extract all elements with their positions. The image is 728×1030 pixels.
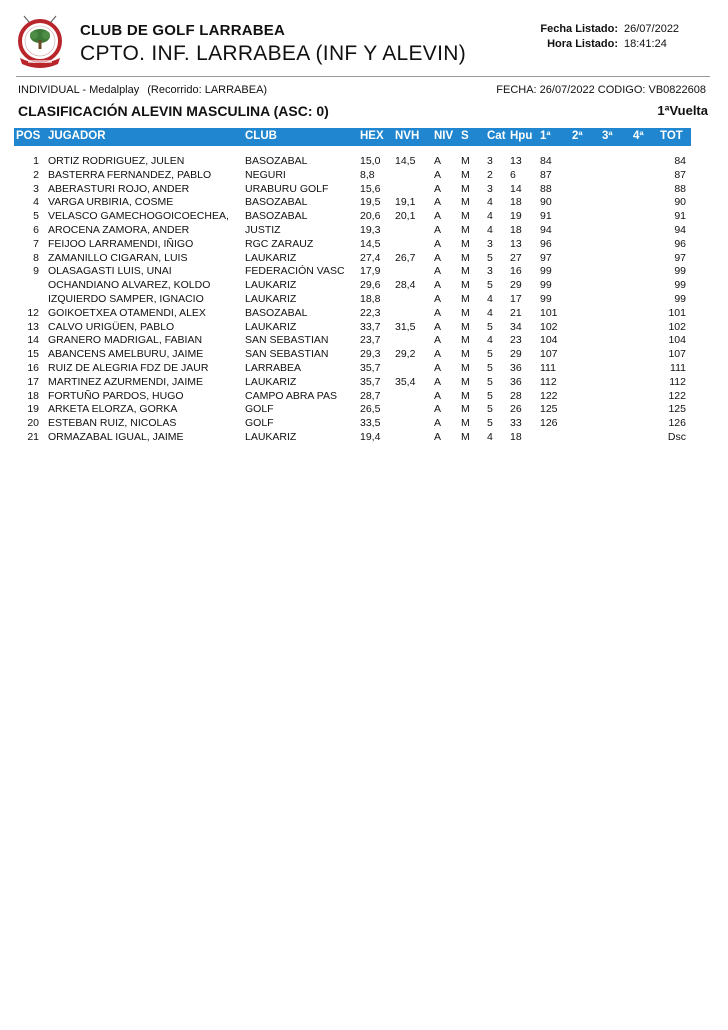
col-header-round3: 3ª bbox=[602, 130, 613, 142]
cell-club: RGC ZARAUZ bbox=[245, 237, 314, 250]
cell-niv: A bbox=[434, 292, 442, 305]
cell-hpu: 18 bbox=[510, 196, 522, 209]
col-header-niv: NIV bbox=[434, 130, 454, 142]
cell-s: M bbox=[461, 361, 470, 374]
cell-hex: 17,9 bbox=[360, 265, 381, 278]
cell-tot: 107 bbox=[668, 348, 686, 361]
cell-niv: A bbox=[434, 403, 442, 416]
cell-nvh: 35,4 bbox=[395, 375, 416, 388]
cell-jugador: OLASAGASTI LUIS, UNAI bbox=[48, 265, 172, 278]
cell-tot: 112 bbox=[669, 375, 686, 388]
cell-r1: 112 bbox=[540, 375, 557, 388]
cell-pos: 2 bbox=[33, 168, 39, 181]
cell-pos: 14 bbox=[27, 334, 39, 347]
cell-cat: 5 bbox=[487, 375, 493, 388]
cell-club: NEGURI bbox=[245, 168, 286, 181]
cell-r1: 96 bbox=[540, 237, 552, 250]
cell-niv: A bbox=[434, 417, 442, 430]
cell-club: GOLF bbox=[245, 417, 274, 430]
competition-format: INDIVIDUAL - Medalplay bbox=[18, 84, 140, 96]
cell-pos: 17 bbox=[27, 375, 39, 388]
col-header-hex: HEX bbox=[360, 130, 384, 142]
cell-club: GOLF bbox=[245, 403, 274, 416]
cell-hex: 19,3 bbox=[360, 223, 381, 236]
cell-s: M bbox=[461, 430, 470, 443]
col-header-club: CLUB bbox=[245, 130, 277, 142]
cell-tot: 97 bbox=[674, 251, 686, 264]
cell-niv: A bbox=[434, 334, 442, 347]
cell-tot: 94 bbox=[674, 223, 686, 236]
cell-s: M bbox=[461, 168, 470, 181]
cell-nvh: 19,1 bbox=[395, 196, 416, 209]
cell-pos: 6 bbox=[33, 223, 39, 236]
col-header-nvh: NVH bbox=[395, 130, 420, 142]
cell-s: M bbox=[461, 196, 470, 209]
cell-s: M bbox=[461, 320, 470, 333]
cell-pos: 20 bbox=[27, 417, 39, 430]
cell-s: M bbox=[461, 265, 470, 278]
cell-hex: 27,4 bbox=[360, 251, 381, 264]
cell-club: BASOZABAL bbox=[245, 210, 308, 223]
cell-tot: 96 bbox=[674, 237, 686, 250]
cell-r1: 84 bbox=[540, 155, 552, 167]
cell-cat: 5 bbox=[487, 320, 493, 333]
cell-hpu: 36 bbox=[510, 375, 522, 388]
cell-niv: A bbox=[434, 251, 442, 264]
cell-pos: 1 bbox=[33, 155, 39, 167]
cell-jugador: CALVO URIGÜEN, PABLO bbox=[48, 320, 175, 333]
cell-niv: A bbox=[434, 279, 442, 292]
table-row bbox=[14, 224, 691, 238]
col-header-pos: POS bbox=[16, 130, 41, 142]
cell-cat: 5 bbox=[487, 417, 493, 430]
cell-cat: 4 bbox=[487, 292, 493, 305]
cell-club: LAUKARIZ bbox=[245, 375, 297, 388]
cell-club: LAUKARIZ bbox=[245, 320, 297, 333]
col-header-round2: 2ª bbox=[572, 130, 583, 142]
fecha-listado-label: Fecha Listado: bbox=[540, 23, 618, 35]
cell-s: M bbox=[461, 334, 470, 347]
cell-jugador: FEIJOO LARRAMENDI, IÑIGO bbox=[48, 237, 194, 250]
cell-club: JUSTIZ bbox=[245, 223, 281, 236]
cell-hpu: 6 bbox=[510, 168, 516, 181]
cell-r1: 126 bbox=[540, 417, 558, 430]
cell-jugador: FORTUÑO PARDOS, HUGO bbox=[48, 389, 184, 402]
cell-cat: 4 bbox=[487, 196, 493, 209]
cell-hex: 33,5 bbox=[360, 417, 381, 430]
header-divider bbox=[16, 76, 710, 77]
cell-s: M bbox=[461, 389, 470, 402]
cell-hpu: 29 bbox=[510, 348, 522, 361]
cell-cat: 5 bbox=[487, 361, 493, 374]
cell-tot: 88 bbox=[674, 182, 686, 195]
cell-hex: 14,5 bbox=[360, 237, 381, 250]
cell-club: LAUKARIZ bbox=[245, 292, 297, 305]
cell-hex: 29,3 bbox=[360, 348, 381, 361]
cell-hex: 29,6 bbox=[360, 279, 381, 292]
cell-pos: 9 bbox=[33, 265, 39, 278]
cell-tot: 99 bbox=[674, 265, 686, 278]
cell-tot: 102 bbox=[668, 320, 686, 333]
cell-club: SAN SEBASTIAN bbox=[245, 334, 329, 347]
cell-s: M bbox=[461, 348, 470, 361]
cell-cat: 5 bbox=[487, 389, 493, 402]
cell-s: M bbox=[461, 155, 470, 167]
cell-niv: A bbox=[434, 196, 442, 209]
cell-s: M bbox=[461, 182, 470, 195]
cell-tot: 125 bbox=[668, 403, 686, 416]
table-row bbox=[14, 376, 691, 390]
cell-tot: 101 bbox=[668, 306, 686, 319]
cell-jugador: GRANERO MADRIGAL, FABIAN bbox=[48, 334, 203, 347]
club-name: CLUB DE GOLF LARRABEA bbox=[80, 22, 286, 39]
cell-jugador: ESTEBAN RUIZ, NICOLAS bbox=[48, 417, 177, 430]
cell-club: SAN SEBASTIAN bbox=[245, 348, 329, 361]
results-table-header bbox=[14, 128, 691, 146]
cell-niv: A bbox=[434, 182, 442, 195]
cell-club: BASOZABAL bbox=[245, 155, 308, 167]
cell-hex: 15,0 bbox=[360, 155, 381, 167]
cell-pos: 13 bbox=[27, 320, 39, 333]
cell-r1: 88 bbox=[540, 182, 552, 195]
cell-s: M bbox=[461, 375, 470, 388]
cell-club: CAMPO ABRA PAS bbox=[245, 389, 338, 402]
cell-niv: A bbox=[434, 237, 442, 250]
cell-niv: A bbox=[434, 223, 442, 236]
cell-hex: 8,8 bbox=[360, 168, 375, 181]
cell-hpu: 36 bbox=[510, 361, 522, 374]
club-crest-icon bbox=[14, 14, 66, 70]
competition-info bbox=[18, 84, 267, 96]
table-row bbox=[14, 183, 691, 197]
cell-hex: 23,7 bbox=[360, 334, 381, 347]
cell-club: FEDERACIÓN VASC bbox=[245, 265, 345, 278]
cell-niv: A bbox=[434, 348, 442, 361]
hora-listado-label: Hora Listado: bbox=[547, 38, 618, 50]
cell-r1: 99 bbox=[540, 292, 552, 305]
cell-niv: A bbox=[434, 155, 442, 167]
cell-niv: A bbox=[434, 320, 442, 333]
cell-hpu: 26 bbox=[510, 403, 522, 416]
cell-niv: A bbox=[434, 389, 442, 402]
cell-nvh: 28,4 bbox=[395, 279, 416, 292]
cell-r1: 99 bbox=[540, 265, 552, 278]
listing-meta-labels bbox=[520, 22, 618, 52]
cell-jugador: AROCENA ZAMORA, ANDER bbox=[48, 223, 190, 236]
cell-jugador: ORTIZ RODRIGUEZ, JULEN bbox=[48, 155, 185, 167]
table-row bbox=[14, 252, 691, 266]
hora-listado-value: 18:41:24 bbox=[624, 38, 667, 50]
cell-club: URABURU GOLF bbox=[245, 182, 329, 195]
cell-jugador: ARKETA ELORZA, GORKA bbox=[48, 403, 178, 416]
cell-club: BASOZABAL bbox=[245, 306, 308, 319]
cell-hpu: 18 bbox=[510, 223, 522, 236]
cell-nvh: 14,5 bbox=[395, 155, 416, 167]
cell-pos: 18 bbox=[27, 389, 39, 402]
fecha-listado-value: 26/07/2022 bbox=[624, 23, 680, 35]
table-row bbox=[14, 279, 691, 293]
cell-hex: 35,7 bbox=[360, 361, 381, 374]
cell-pos: 16 bbox=[27, 361, 39, 374]
table-row bbox=[14, 265, 691, 279]
cell-hpu: 14 bbox=[510, 182, 522, 195]
cell-jugador: GOIKOETXEA OTAMENDI, ALEX bbox=[48, 306, 206, 319]
cell-niv: A bbox=[434, 375, 442, 388]
cell-cat: 5 bbox=[487, 279, 493, 292]
cell-tot: 99 bbox=[674, 279, 686, 292]
cell-s: M bbox=[461, 403, 470, 416]
cell-cat: 2 bbox=[487, 168, 493, 181]
cell-hex: 15,6 bbox=[360, 182, 381, 195]
cell-r1: 87 bbox=[540, 168, 552, 181]
table-row bbox=[14, 321, 691, 335]
cell-pos: 15 bbox=[27, 348, 39, 361]
col-header-hpu: Hpu bbox=[510, 130, 533, 142]
table-row bbox=[14, 431, 691, 445]
cell-nvh: 31,5 bbox=[395, 320, 416, 333]
cell-club: LAUKARIZ bbox=[245, 430, 297, 443]
cell-jugador: RUIZ DE ALEGRIA FDZ DE JAUR bbox=[48, 361, 209, 374]
cell-cat: 4 bbox=[487, 306, 493, 319]
cell-niv: A bbox=[434, 306, 442, 319]
table-row bbox=[14, 293, 691, 307]
cell-r1: 97 bbox=[540, 251, 552, 264]
cell-hpu: 13 bbox=[510, 237, 522, 250]
cell-nvh: 26,7 bbox=[395, 251, 416, 264]
cell-cat: 3 bbox=[487, 182, 493, 195]
col-header-tot: TOT bbox=[660, 130, 683, 142]
cell-hpu: 34 bbox=[510, 320, 522, 333]
cell-niv: A bbox=[434, 265, 442, 278]
cell-tot: 111 bbox=[670, 361, 686, 374]
cell-niv: A bbox=[434, 210, 442, 223]
cell-tot: 84 bbox=[674, 155, 686, 167]
table-row bbox=[14, 417, 691, 431]
cell-tot: 122 bbox=[668, 389, 686, 402]
cell-cat: 3 bbox=[487, 265, 493, 278]
cell-hpu: 17 bbox=[510, 292, 522, 305]
cell-jugador: ABANCENS AMELBURU, JAIME bbox=[48, 348, 204, 361]
cell-club: LAUKARIZ bbox=[245, 279, 297, 292]
cell-hpu: 16 bbox=[510, 265, 522, 278]
cell-s: M bbox=[461, 306, 470, 319]
cell-pos: 12 bbox=[27, 306, 39, 319]
cell-club: LAUKARIZ bbox=[245, 251, 297, 264]
cell-cat: 3 bbox=[487, 237, 493, 250]
col-header-round1: 1ª bbox=[540, 130, 551, 142]
cell-jugador: VELASCO GAMECHOGOICOECHEA, bbox=[48, 210, 229, 223]
col-header-s: S bbox=[461, 130, 469, 142]
cell-niv: A bbox=[434, 430, 442, 443]
listing-meta-values bbox=[624, 22, 679, 52]
cell-hpu: 21 bbox=[510, 306, 522, 319]
table-row bbox=[14, 307, 691, 321]
table-row bbox=[14, 196, 691, 210]
cell-club: LARRABEA bbox=[245, 361, 302, 374]
cell-cat: 4 bbox=[487, 430, 493, 443]
cell-pos: 4 bbox=[33, 196, 39, 209]
cell-cat: 4 bbox=[487, 223, 493, 236]
cell-jugador: ZAMANILLO CIGARAN, LUIS bbox=[48, 251, 188, 264]
cell-r1: 107 bbox=[540, 348, 558, 361]
cell-s: M bbox=[461, 237, 470, 250]
cell-hex: 19,5 bbox=[360, 196, 381, 209]
cell-jugador: VARGA URBIRIA, COSME bbox=[48, 196, 174, 209]
cell-s: M bbox=[461, 223, 470, 236]
cell-s: M bbox=[461, 279, 470, 292]
col-header-jugador: JUGADOR bbox=[48, 130, 106, 142]
cell-hex: 28,7 bbox=[360, 389, 381, 402]
cell-hex: 26,5 bbox=[360, 403, 381, 416]
cell-hex: 22,3 bbox=[360, 306, 381, 319]
cell-hpu: 27 bbox=[510, 251, 522, 264]
cell-hpu: 23 bbox=[510, 334, 522, 347]
cell-r1: 99 bbox=[540, 279, 552, 292]
cell-hpu: 28 bbox=[510, 389, 522, 402]
fecha-codigo: FECHA: 26/07/2022 CODIGO: VB0822608 bbox=[496, 84, 706, 96]
cell-nvh: 20,1 bbox=[395, 210, 416, 223]
cell-cat: 4 bbox=[487, 210, 493, 223]
cell-jugador: ABERASTURI ROJO, ANDER bbox=[48, 182, 190, 195]
cell-pos: 19 bbox=[27, 403, 39, 416]
cell-hpu: 13 bbox=[510, 155, 522, 167]
cell-r1: 91 bbox=[540, 210, 552, 223]
cell-r1: 102 bbox=[540, 320, 558, 333]
cell-hex: 20,6 bbox=[360, 210, 381, 223]
cell-pos: 21 bbox=[27, 430, 39, 443]
cell-hex: 18,8 bbox=[360, 292, 381, 305]
event-title: CPTO. INF. LARRABEA (INF Y ALEVIN) bbox=[80, 42, 466, 65]
cell-jugador: OCHANDIANO ALVAREZ, KOLDO bbox=[48, 279, 211, 292]
classification-title: CLASIFICACIÓN ALEVIN MASCULINA (ASC: 0) bbox=[18, 103, 329, 119]
cell-tot: 99 bbox=[674, 292, 686, 305]
table-row bbox=[14, 155, 691, 169]
cell-r1: 111 bbox=[540, 361, 556, 374]
cell-jugador: MARTINEZ AZURMENDI, JAIME bbox=[48, 375, 203, 388]
cell-niv: A bbox=[434, 361, 442, 374]
cell-r1: 101 bbox=[540, 306, 558, 319]
cell-r1: 104 bbox=[540, 334, 558, 347]
cell-r1: 125 bbox=[540, 403, 558, 416]
cell-jugador: IZQUIERDO SAMPER, IGNACIO bbox=[48, 292, 204, 305]
cell-pos: 5 bbox=[33, 210, 39, 223]
cell-cat: 4 bbox=[487, 334, 493, 347]
cell-hpu: 29 bbox=[510, 279, 522, 292]
cell-pos: 8 bbox=[33, 251, 39, 264]
round-label: 1ªVuelta bbox=[657, 103, 708, 118]
cell-jugador: BASTERRA FERNANDEZ, PABLO bbox=[48, 168, 212, 181]
cell-tot: 87 bbox=[674, 168, 686, 181]
table-row bbox=[14, 334, 691, 348]
cell-r1: 122 bbox=[540, 389, 558, 402]
cell-pos: 3 bbox=[33, 182, 39, 195]
cell-s: M bbox=[461, 417, 470, 430]
cell-hex: 35,7 bbox=[360, 375, 381, 388]
cell-cat: 5 bbox=[487, 348, 493, 361]
cell-s: M bbox=[461, 210, 470, 223]
cell-tot: 90 bbox=[674, 196, 686, 209]
cell-s: M bbox=[461, 292, 470, 305]
cell-hex: 33,7 bbox=[360, 320, 381, 333]
cell-club: BASOZABAL bbox=[245, 196, 308, 209]
cell-tot: Dsc bbox=[667, 430, 686, 443]
col-header-round4: 4ª bbox=[633, 130, 644, 142]
cell-tot: 126 bbox=[668, 417, 686, 430]
cell-pos: 7 bbox=[33, 237, 39, 250]
cell-r1: 90 bbox=[540, 196, 552, 209]
table-row bbox=[14, 403, 691, 417]
table-row bbox=[14, 169, 691, 183]
cell-tot: 104 bbox=[668, 334, 686, 347]
table-row bbox=[14, 348, 691, 362]
cell-niv: A bbox=[434, 168, 442, 181]
cell-r1: 94 bbox=[540, 223, 552, 236]
cell-cat: 3 bbox=[487, 155, 493, 167]
table-row bbox=[14, 210, 691, 224]
cell-nvh: 29,2 bbox=[395, 348, 416, 361]
cell-tot: 91 bbox=[674, 210, 686, 223]
cell-cat: 5 bbox=[487, 403, 493, 416]
cell-cat: 5 bbox=[487, 251, 493, 264]
cell-jugador: ORMAZABAL IGUAL, JAIME bbox=[48, 430, 184, 443]
cell-hpu: 18 bbox=[510, 430, 522, 443]
results-table-body bbox=[14, 155, 691, 445]
table-row bbox=[14, 390, 691, 404]
table-row bbox=[14, 362, 691, 376]
cell-hex: 19,4 bbox=[360, 430, 381, 443]
cell-s: M bbox=[461, 251, 470, 264]
table-row bbox=[14, 238, 691, 252]
cell-hpu: 33 bbox=[510, 417, 522, 430]
cell-hpu: 19 bbox=[510, 210, 522, 223]
competition-course: (Recorrido: LARRABEA) bbox=[147, 84, 268, 96]
col-header-cat: Cat bbox=[487, 130, 506, 142]
